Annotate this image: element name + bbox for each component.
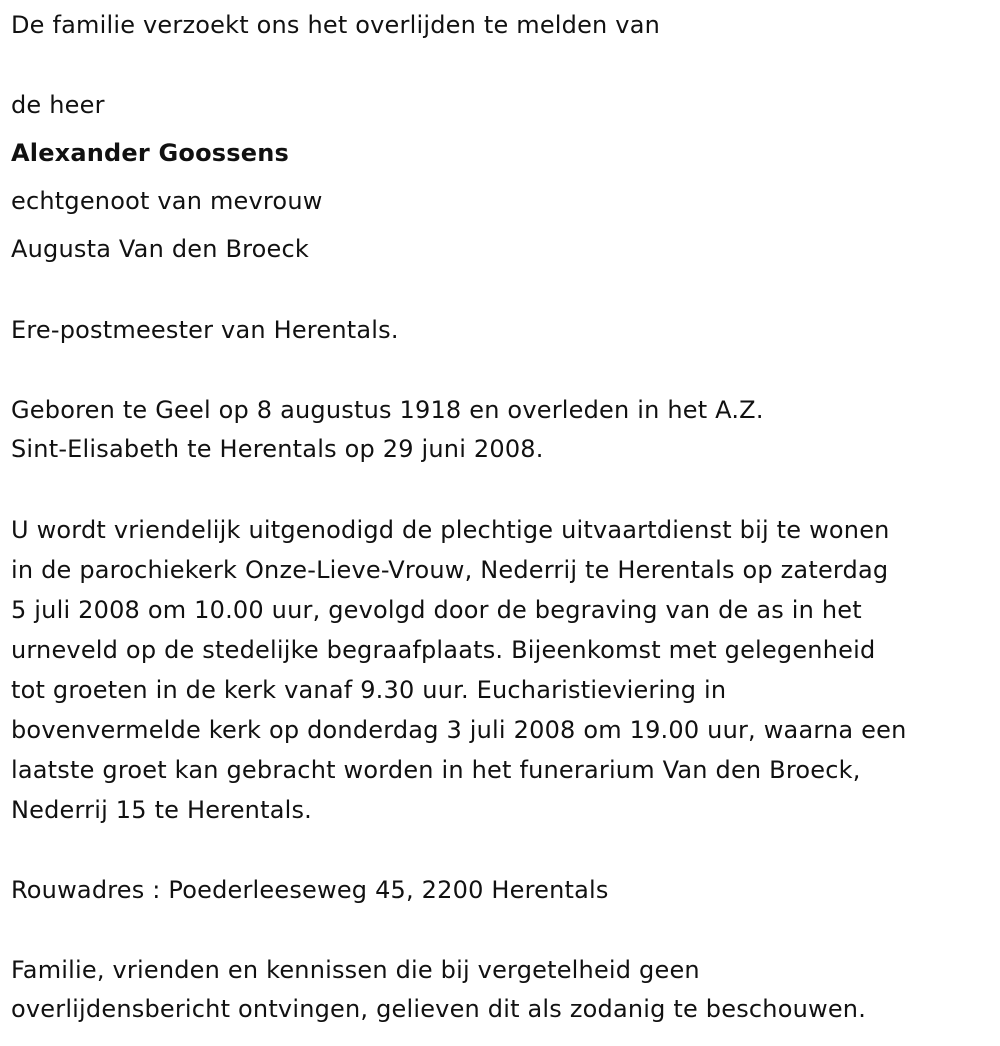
ceremony-line: urneveld op de stedelijke begraafplaats. Bijeenkomst met gelegenheid [11,636,876,664]
closing-line: overlijdensbericht ontvingen, gelieven dit als zodanig te beschouwen. [11,995,867,1023]
ceremony-line: U wordt vriendelijk uitgenodigd de plechtige uitvaartdienst bij te wonen [11,516,890,544]
ceremony-line: in de parochiekerk Onze-Lieve-Vrouw, Nederrij te Herentals op zaterdag [11,556,889,584]
birth-death-line: Geboren te Geel op 8 augustus 1918 en overleden in het A.Z. [11,396,764,424]
mourning-address: Rouwadres : Poederleeseweg 45, 2200 Herentals [11,876,609,904]
birth-death-line: Sint-Elisabeth te Herentals op 29 juni 2008. [11,435,544,463]
ceremony-line: tot groeten in de kerk vanaf 9.30 uur. Eucharistieviering in [11,676,727,704]
ceremony-line: laatste groet kan gebracht worden in het funerarium Van den Broeck, [11,756,861,784]
ceremony-line: 5 juli 2008 om 10.00 uur, gevolgd door de begraving van de as in het [11,596,862,624]
spouse-name: Augusta Van den Broeck [11,235,310,263]
ceremony-line: bovenvermelde kerk op donderdag 3 juli 2008 om 19.00 uur, waarna een [11,716,907,744]
relation-text: echtgenoot van mevrouw [11,187,323,215]
ceremony-line: Nederrij 15 te Herentals. [11,796,313,824]
intro-text: De familie verzoekt ons het overlijden te melden van [11,11,661,39]
deceased-title: de heer [11,91,105,119]
deceased-name: Alexander Goossens [11,139,289,167]
closing-line: Familie, vrienden en kennissen die bij vergetelheid geen [11,956,700,984]
occupation-text: Ere-postmeester van Herentals. [11,316,399,344]
